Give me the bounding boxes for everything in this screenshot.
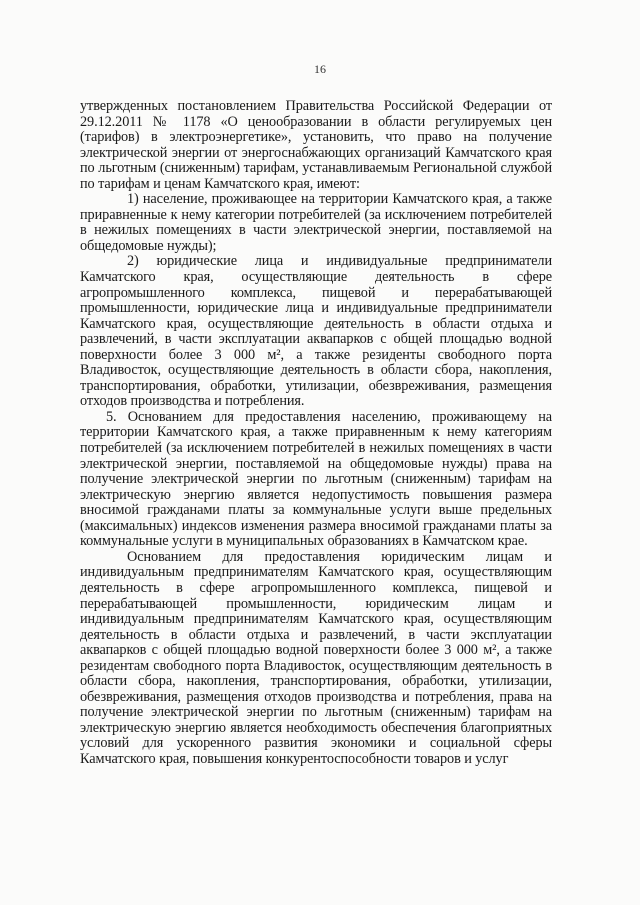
paragraph-basis-legal-entities: Основанием для предоставления юридическим лицам и индивидуальным предпринимателям Камчатского края, осуществляющим деятельность в сфере агропромышленного комплекса, пищевой и перерабатывающей промышленности, юридическим лицам и индивидуальным предпринимателям Камчатского края, осуществляющим деятельность в области отдыха и развлечений, в части эксплуатации аквапарков с общей площадью водной поверхности более 3 000 м², а также резидентам свободного порта Владивосток, осуществляющим деятельность в области сбора, накопления, транспортирования, обработки, утилизации, обезвреживания, размещения отходов производства и потребления, права на получение электрической энергии по льготным (сниженным) тарифам на электрическую энергию является необходимость обеспечения благоприятных условий для ускоренного развития экономики и социальной сферы Камчатского края, повышения конкурентоспособности товаров и услуг [80,548,552,767]
page-number: 16 [314,62,326,76]
paragraph-clause-5: 5. Основанием для предоставления населению, проживающему на территории Камчатского края, а также приравненным к нему категориям потребителей (за исключением потребителей в нежилых помещениях в части электрической энергии, поставляемой на общедомовые нужды) права на получение электрической энергии по льготным (сниженным) тарифам на электрическую энергию является недопустимость повышения размера вносимой гражданами платы за коммунальные услуги выше предельных (максимальных) индексов изменения размера вносимой гражданами платы за коммунальные услуги в муниципальных образованиях в Камчатском крае. [80,408,552,550]
paragraph-item-1: 1) население, проживающее на территории Камчатского края, а также приравненные к нему категории потребителей (за исключением потребителей в нежилых помещениях в части электрической энергии, поставляемой на общедомовые нужды); [80,191,552,254]
document-body [80,99,552,768]
paragraph-item-2: 2) юридические лица и индивидуальные предприниматели Камчатского края, осуществляющие деятельность в сфере агропромышленного комплекса, пищевой и перерабатывающей промышленности, юридические лица и индивидуальные предприниматели Камчатского края, осуществляющие деятельность в области отдыха и развлечений, в части эксплуатации аквапарков с общей площадью водной поверхности более 3 000 м², а также резиденты свободного порта Владивосток, осуществляющие деятельность в области сбора, накопления, транспортирования, обработки, утилизации, обезвреживания, размещения отходов производства и потребления. [80,253,552,410]
paragraph-continuation: утвержденных постановлением Правительства Российской Федерации от 29.12.2011 № 1178 «О ценообразовании в области регулируемых цен (тарифов) в электроэнергетике», установить, что право на получение электрической энергии от энергоснабжающих организаций Камчатского края по льготным (сниженным) тарифам, устанавливаемым Региональной службой по тарифам и ценам Камчатского края, имеют: [80,98,552,192]
